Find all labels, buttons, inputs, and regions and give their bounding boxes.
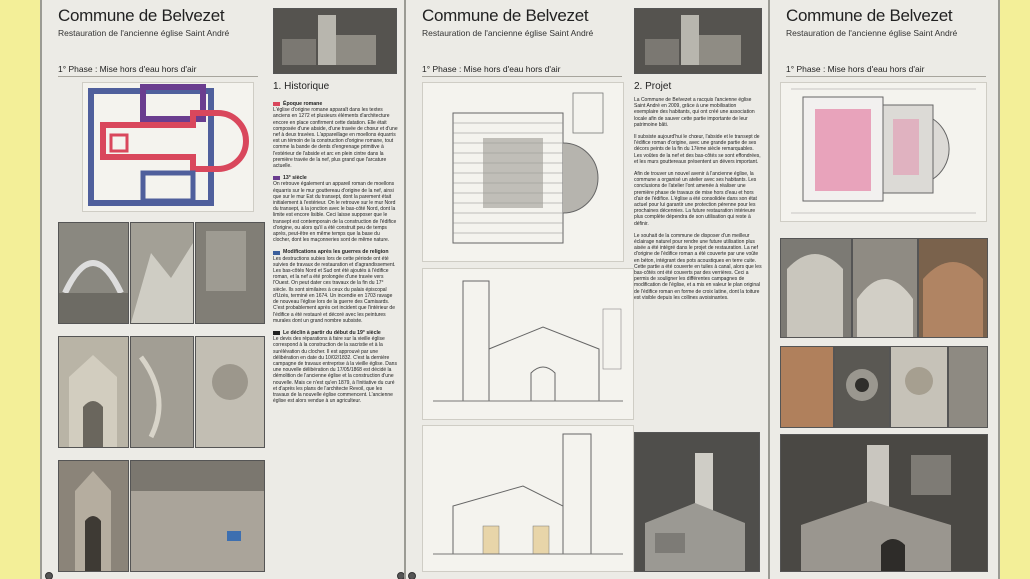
acoustic-pot-photo [834, 346, 890, 428]
painted-ceiling-photo [948, 346, 988, 428]
new-vault-photo [852, 238, 918, 338]
ruined-vault-photo [130, 222, 194, 324]
restored-church-photo [780, 434, 988, 572]
phase-label: 1° Phase : Mise hors d'eau hors d'air [422, 64, 561, 74]
aerial-village-photo [634, 432, 760, 572]
project-paragraph: Le souhait de la commune de disposer d'un meilleur éclairage naturel pour rendre une future utilisation plus aisée a été intégré dans le projet de restauration. La nef d'origine de l'édifice roman a été couverte par une voûte en béton, intégrant des pots acoustiques en terre cuite. Cette partie a été couverte en tuiles à canal, alors que les bas-côtés ont été couverts par des verrières. Ceci a permis de souligner les différentes campagnes de modification de l'église, et a mis en valeur le plan original de l'édifice roman en forme de croix latine, dont la toiture est visible depuis les collines avoisinantes. [634, 232, 762, 301]
project-paragraph: Afin de trouver un nouvel avenir à l'ancienne église, la commune a organisé un atelier avec ses habitants. Les conclusions de l'atelier l'ont amenée à réaliser une première phase de travaux de mise hors d'eau et hors d'air de l'édifice. L'église a été consolidée dans son état actuel pour lui garantir une protection pérenne pour les prochaines décennies. La future restauration intérieure plus complète dépendra de son utilisation qui reste à définir. [634, 171, 757, 227]
panel-chantier [768, 0, 1000, 579]
section-heading: 2. Projet [634, 81, 672, 92]
panel-title: Commune de Belvezet [786, 6, 953, 25]
divider [786, 76, 986, 77]
elevation-drawing [422, 268, 634, 420]
panel-historique [40, 0, 406, 579]
epoch-romane [273, 101, 398, 169]
roof-plan-drawing [422, 82, 624, 262]
church-facade-photo [58, 336, 129, 448]
excavation-photo [130, 460, 265, 572]
panel-projet [404, 0, 770, 579]
project-paragraph: Il subsiste aujourd'hui le chœur, l'abside et le transept de l'édifice roman d'origine, avec une grande partie de ses décors peints de la fin du 17ème siècle remarquables. Les voûtes de la nef et des bas-côtés se sont effondrées, et les murs gouttereaux présentent un dévers important. [634, 134, 761, 165]
stone-wall-photo [130, 336, 194, 448]
heading-text: Modifications après les guerres de religion [283, 249, 389, 256]
mounting-bolt [45, 572, 53, 579]
brick-vault-photo [918, 238, 988, 338]
arch-interior-photo [58, 222, 129, 324]
history-text [273, 101, 398, 407]
color-swatch [273, 102, 280, 106]
epoch-body: Le devis des réparations à faire sur la vieille église correspond à la construction de la sacristie et à la surélévation du clocher. Il est approuvé par une délibération en date du 10/02/1832. C'est la dernière campagne de travaux entreprise à la vieille église. Dans une nouvelle délibération du 17/05/1868 est décidé la démolition de l'ancienne église et la construction d'une nouvelle. Mais ce n'est qu'en 1879, à l'initiative du curé et d'après les plans de l'architecte Revoil, que les travaux de la nouvelle église commencent. L'ancienne église est alors vendue à un agriculteur. [273, 336, 397, 405]
panel-title: Commune de Belvezet [422, 6, 589, 25]
epoch-body: Les destructions subies lors de cette période ont été suivies de travaux de restauration et d'agrandissement. Les bas-côtés Nord et Sud ont été ajoutés à l'édifice roman, et la nef a été prolongée d'une travée vers l'Ouest. On peut dater ces travaux de la fin du 17° siècle. Ils sont similaires à ceux du palais épiscopal d'Uzès, terminé en 1674. Un incendie en 1703 ravage de nouveau l'église lors de la guerre des Camisards. C'est probablement après cet incident que l'intérieur de l'édifice a été restauré et décoré avec les peintures murales dont un grand nombre subsiste. [273, 255, 396, 324]
phase-label: 1° Phase : Mise hors d'eau hors d'air [786, 64, 925, 74]
panel-subtitle: Restauration de l'ancienne église Saint André [422, 28, 594, 38]
historical-floor-plan [82, 82, 254, 212]
color-swatch [273, 251, 280, 255]
heading-text: Le déclin à partir du début du 19° siècle [283, 329, 381, 336]
epoch-religion [273, 249, 398, 323]
church-tower-photo [273, 8, 397, 74]
color-swatch [273, 331, 280, 335]
panel-title: Commune de Belvezet [58, 6, 225, 25]
heading-text: Époque romane [283, 101, 323, 107]
mounting-bolt [408, 572, 416, 579]
epoch-13 [273, 175, 398, 243]
panel-subtitle: Restauration de l'ancienne église Saint André [58, 28, 230, 38]
panel-subtitle: Restauration de l'ancienne église Saint André [786, 28, 958, 38]
section-heading: 1. Historique [273, 81, 330, 92]
wall-detail-photo [195, 222, 265, 324]
brick-detail-photo [780, 346, 834, 428]
project-paragraph: La Commune de Belvezet a racquis l'ancienne église Saint André en 2009, grâce à une mobilisation exemplaire des habitants, qui ont créé une association locale afin de sauver cette partie importante de leur patrimoine bâti. [634, 97, 755, 128]
church-tower-photo [634, 8, 762, 74]
restoration-floor-plan [780, 82, 987, 222]
epoch-body: On retrouve également un appareil roman de moellons équarris sur le mur gouttereau d'origine de la nef, ainsi que sur le mur Est du transept, dont la parement était initialement à l'extérieur. On le retrouve sur le mur Nord du transept, à la jonction avec le bas-côté Nord, dont la limite est encore lisible. Ceci laisse supposer que le transept est contemporain de la construction de l'édifice d'origine, ou alors qu'il a été construit peu de temps après, peut-être en même temps que la base du clocher, dont les maçonneries sont de même nature. [273, 181, 397, 244]
epoch-body: L'église d'origine romane apparaît dans les textes anciens en 1272 et plusieurs éléments d'architecture encore en place confirment cette datation. Elle était composée d'une abside, d'une travée de chœur et d'une nef à deux travées. L'appareillage en moellons équarris est un témoin de la construction d'origine romane, tout comme la bande de dents d'engrenage primitive à l'extérieur de l'abside et arc en plein cintre dans la première travée de la nef, plus grand que l'arcature actuelle. [273, 107, 398, 170]
phase-label: 1° Phase : Mise hors d'eau hors d'air [58, 64, 197, 74]
painted-wall-photo [195, 336, 265, 448]
epoch-heading [273, 249, 398, 255]
tower-doorway-photo [58, 460, 129, 572]
fresco-photo [890, 346, 948, 428]
divider [422, 76, 622, 77]
vault-ruin-photo [780, 238, 852, 338]
section-drawing [422, 425, 634, 572]
divider [58, 76, 258, 77]
color-swatch [273, 176, 280, 180]
epoch-19 [273, 330, 398, 404]
heading-text: 13° siècle [283, 175, 307, 182]
project-text [634, 97, 762, 304]
